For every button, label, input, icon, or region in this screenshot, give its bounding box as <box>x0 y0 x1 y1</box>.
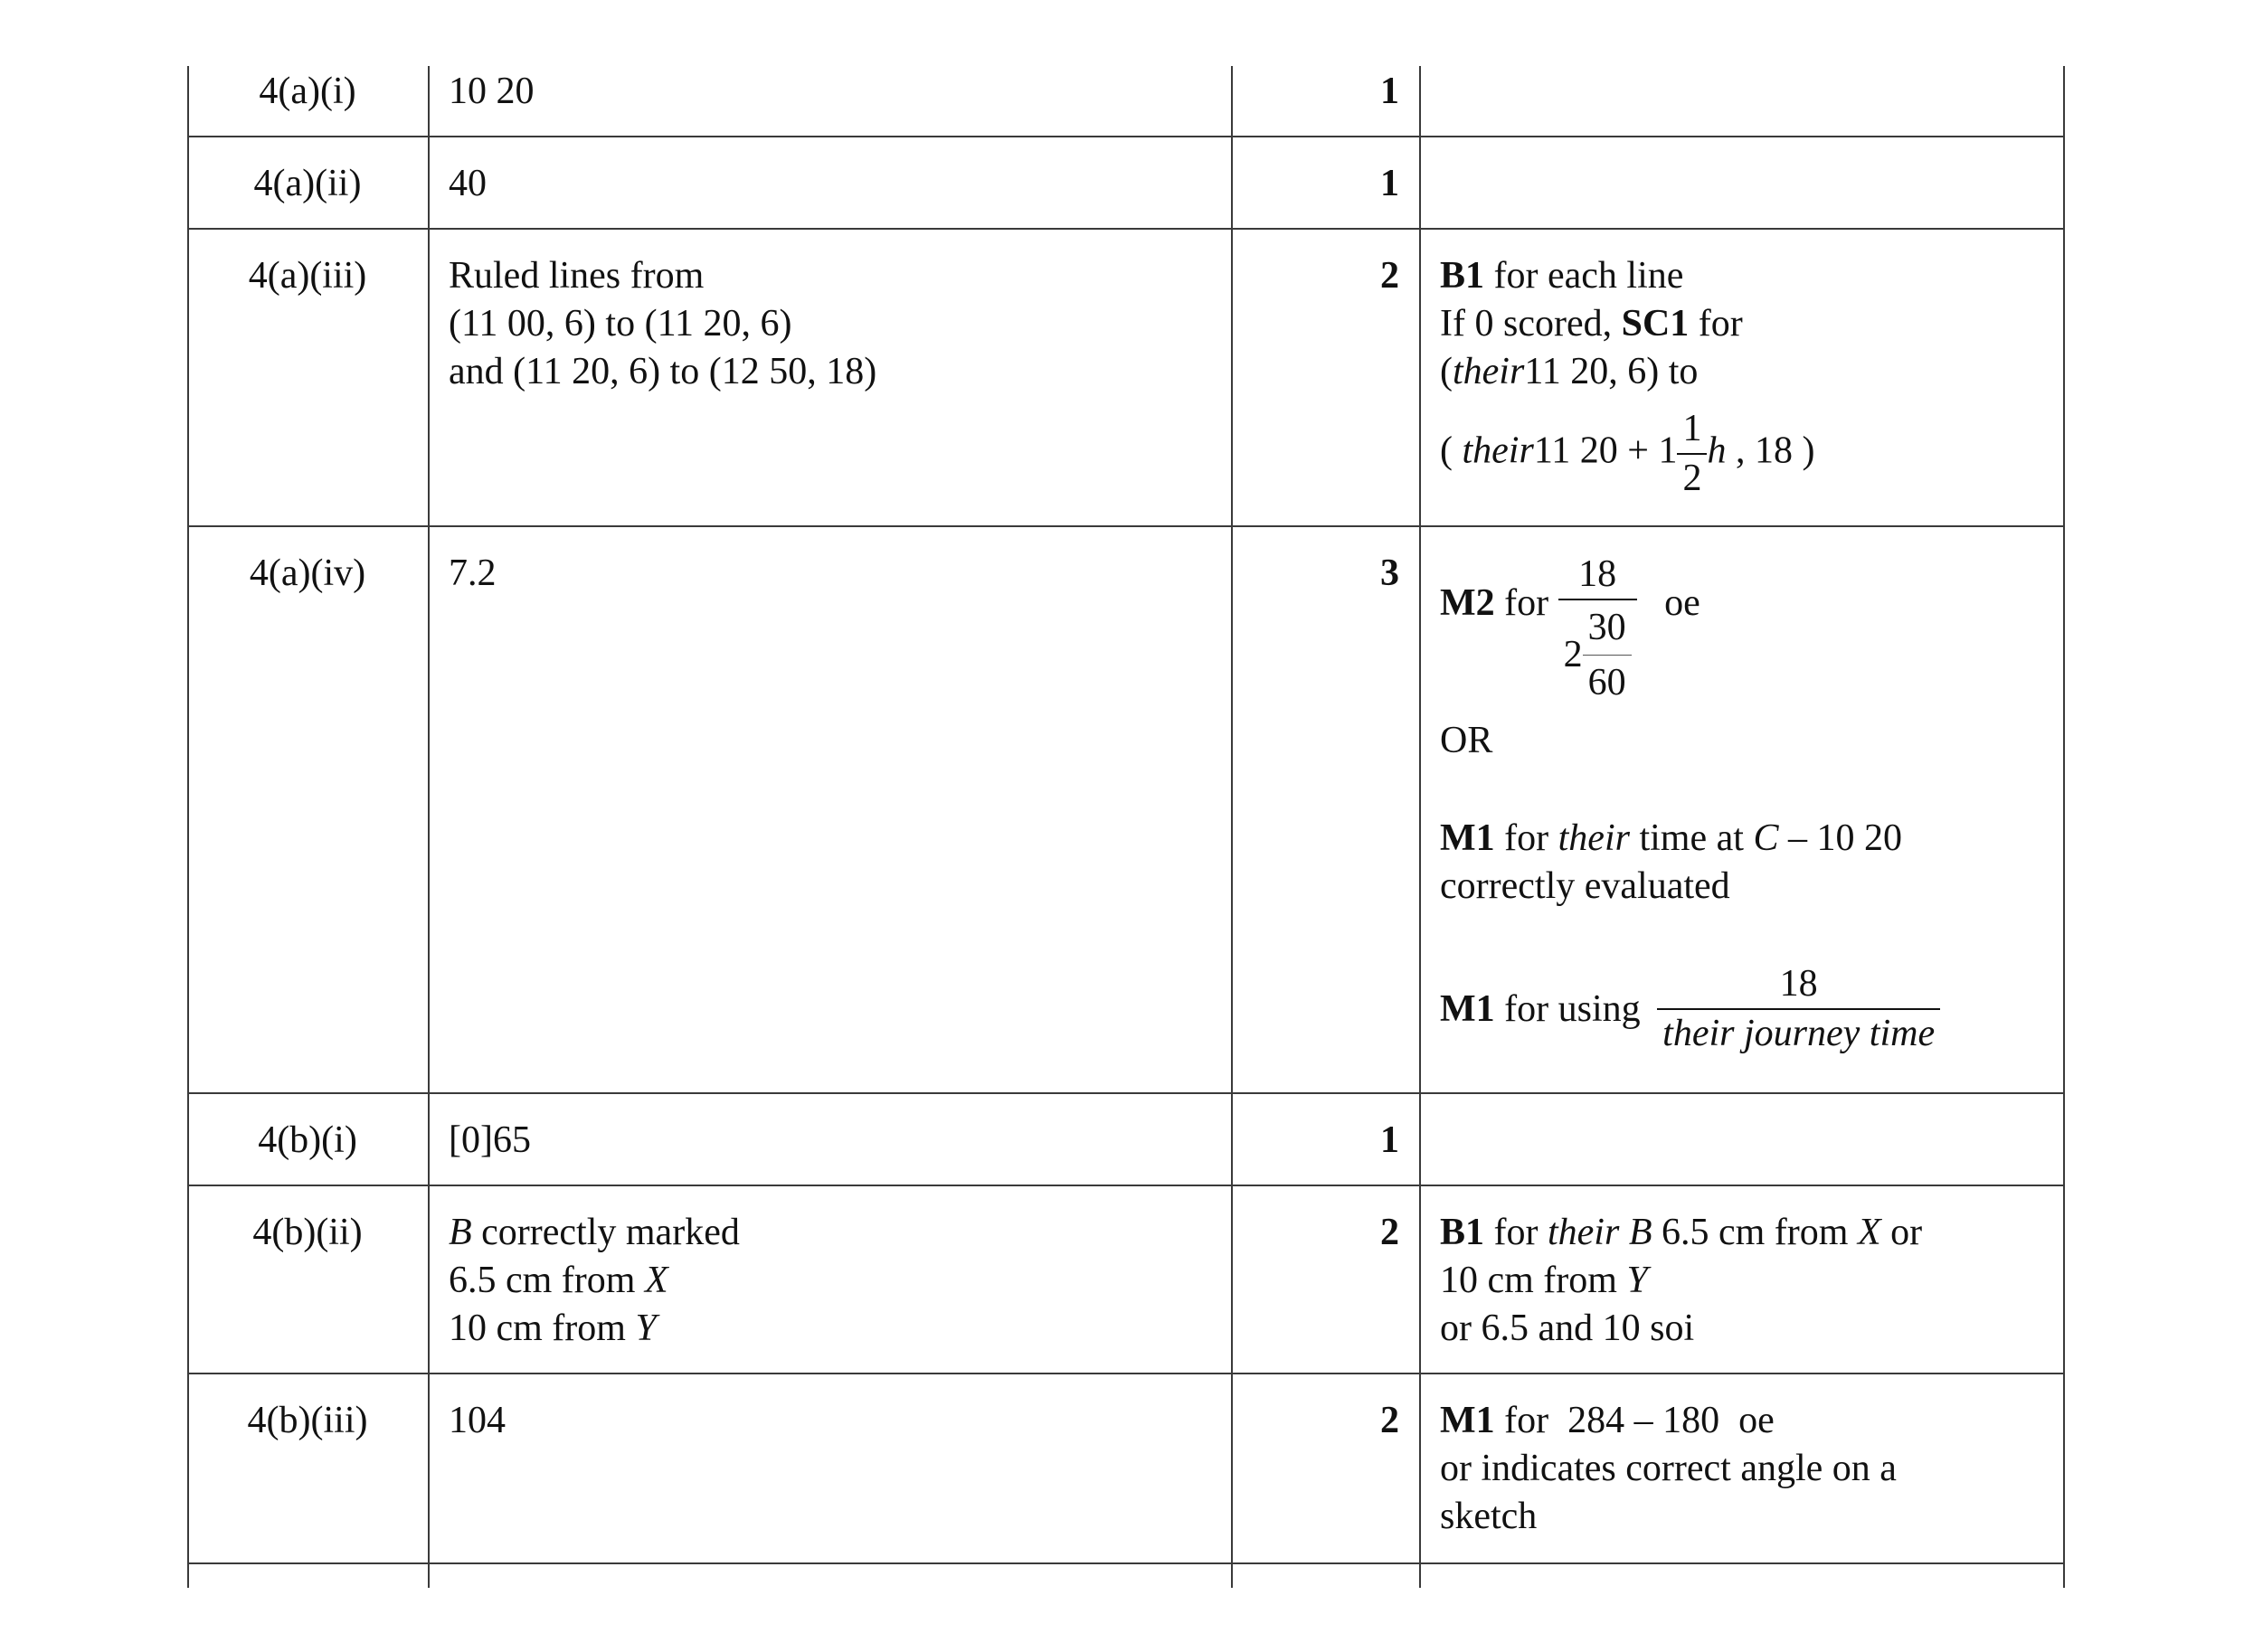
guidance-formula <box>1440 960 1940 1058</box>
fraction-main <box>1558 551 1637 710</box>
guidance-fragment: 10 cm from <box>1440 1260 1627 1301</box>
marks-value: 2 <box>1380 255 1399 297</box>
answer-line <box>449 1305 740 1353</box>
question-number: 4(a)(i) <box>259 71 356 112</box>
row-divider <box>187 136 2063 137</box>
guidance-fragment: for <box>1494 817 1558 859</box>
answer-text <box>449 252 876 396</box>
mark-code: B1 <box>1440 255 1485 297</box>
guidance-italic: their <box>1462 430 1534 472</box>
guidance-fragment: for <box>1494 582 1549 624</box>
guidance-line <box>1440 300 1743 348</box>
answer-fragment: 10 cm from <box>449 1307 636 1349</box>
guidance-text <box>1440 1397 1897 1541</box>
guidance-fragment: or <box>1880 1212 1923 1253</box>
guidance-line <box>1440 1209 1922 1257</box>
guidance-or: OR <box>1440 720 1493 761</box>
guidance-fragment: for each line <box>1484 255 1684 297</box>
guidance-text <box>1440 815 1902 911</box>
guidance-italic: C <box>1753 817 1779 859</box>
fraction-numerator: 18 <box>1779 963 1818 1005</box>
question-number: 4(b)(ii) <box>252 1212 363 1253</box>
row-divider <box>187 1562 2063 1564</box>
guidance-italic: h <box>1707 430 1727 472</box>
mark-code: M1 <box>1440 1400 1495 1441</box>
guidance-italic: their B <box>1548 1212 1652 1253</box>
table-border-right <box>2063 66 2065 1588</box>
answer-text: 40 <box>449 163 487 204</box>
guidance-line <box>1440 348 1743 396</box>
guidance-fragment: for <box>1484 1212 1548 1253</box>
fraction-half <box>1677 405 1707 503</box>
answer-text: 104 <box>449 1400 506 1441</box>
guidance-fragment: ( <box>1440 430 1463 472</box>
guidance-fragment: , 18 ) <box>1726 430 1815 472</box>
guidance-line: correctly evaluated <box>1440 865 1730 907</box>
row-divider <box>187 1373 2063 1374</box>
fraction-denominator: 60 <box>1583 655 1632 710</box>
marks-value: 2 <box>1380 1400 1399 1441</box>
marks-value: 1 <box>1380 71 1399 112</box>
answer-text: 7.2 <box>449 552 497 594</box>
question-number: 4(a)(iv) <box>249 552 366 594</box>
guidance-line: or 6.5 and 10 soi <box>1440 1307 1695 1349</box>
guidance-line <box>1440 815 1902 863</box>
answer-line: (11 00, 6) to (11 20, 6) <box>449 303 792 345</box>
guidance-line <box>1440 252 1743 300</box>
guidance-fragment: for <box>1689 303 1743 345</box>
question-number: 4(a)(iii) <box>248 255 367 297</box>
guidance-fragment: If 0 scored, <box>1440 303 1622 345</box>
guidance-fragment: – 10 20 <box>1778 817 1902 859</box>
answer-fragment: correctly marked <box>471 1212 740 1253</box>
mark-code: M1 <box>1440 987 1495 1030</box>
guidance-italic: their <box>1558 817 1630 859</box>
marks-value: 3 <box>1380 552 1399 594</box>
answer-line: Ruled lines from <box>449 255 705 297</box>
guidance-formula <box>1440 551 1700 710</box>
table-divider-question <box>428 66 430 1588</box>
guidance-fragment: for using <box>1494 987 1641 1030</box>
guidance-italic: Y <box>1626 1260 1648 1301</box>
row-divider <box>187 525 2063 527</box>
row-divider <box>187 228 2063 230</box>
guidance-text <box>1440 1209 1922 1353</box>
mark-code: M1 <box>1440 817 1495 859</box>
marks-value: 1 <box>1380 1119 1399 1161</box>
fraction-denominator <box>1558 599 1637 710</box>
answer-italic: X <box>644 1260 668 1301</box>
answer-italic: Y <box>635 1307 657 1349</box>
guidance-fragment: 11 20 + 1 <box>1533 430 1678 472</box>
question-number: 4(b)(iii) <box>247 1400 368 1441</box>
guidance-italic: their <box>1453 351 1525 392</box>
guidance-fragment: ( <box>1440 351 1453 392</box>
row-divider <box>187 1092 2063 1094</box>
marks-value: 2 <box>1380 1212 1399 1253</box>
guidance-fragment: 11 20, 6) to <box>1524 351 1699 392</box>
marks-value: 1 <box>1380 163 1399 204</box>
guidance-formula <box>1440 405 1814 503</box>
fraction-numerator: 30 <box>1587 607 1626 648</box>
answer-text: [0]65 <box>449 1119 531 1161</box>
row-divider <box>187 1185 2063 1186</box>
answer-fragment: 6.5 cm from <box>449 1260 645 1301</box>
answer-italic: B <box>449 1212 472 1253</box>
guidance-fragment: 6.5 cm from <box>1652 1212 1858 1253</box>
answer-line <box>449 1257 740 1305</box>
fraction-numerator: 18 <box>1578 553 1617 595</box>
fraction-journey <box>1657 960 1940 1058</box>
guidance-line <box>1440 1397 1897 1445</box>
guidance-italic: X <box>1857 1212 1881 1253</box>
guidance-text <box>1440 252 1743 396</box>
question-number: 4(b)(i) <box>258 1119 357 1161</box>
fraction-numerator: 1 <box>1682 408 1702 449</box>
guidance-line <box>1440 1257 1922 1305</box>
guidance-fragment: oe <box>1664 582 1700 624</box>
mark-code: B1 <box>1440 1212 1485 1253</box>
guidance-fragment: time at <box>1629 817 1754 859</box>
guidance-fragment: for 284 – 180 oe <box>1494 1400 1775 1441</box>
answer-text: 10 20 <box>449 71 535 112</box>
guidance-line: or indicates correct angle on a <box>1440 1448 1897 1489</box>
table-divider-marks <box>1419 66 1421 1588</box>
guidance-line: sketch <box>1440 1496 1538 1537</box>
mixed-whole: 2 <box>1563 634 1583 675</box>
fraction-denominator: 2 <box>1677 453 1707 503</box>
answer-text <box>449 1209 740 1353</box>
mark-code: SC1 <box>1621 303 1690 345</box>
mark-code: M2 <box>1440 582 1495 624</box>
fraction-denominator: their journey time <box>1657 1008 1940 1058</box>
question-number: 4(a)(ii) <box>253 163 362 204</box>
fraction-inner <box>1583 600 1632 710</box>
answer-line <box>449 1209 740 1257</box>
answer-line: and (11 20, 6) to (12 50, 18) <box>449 351 877 392</box>
